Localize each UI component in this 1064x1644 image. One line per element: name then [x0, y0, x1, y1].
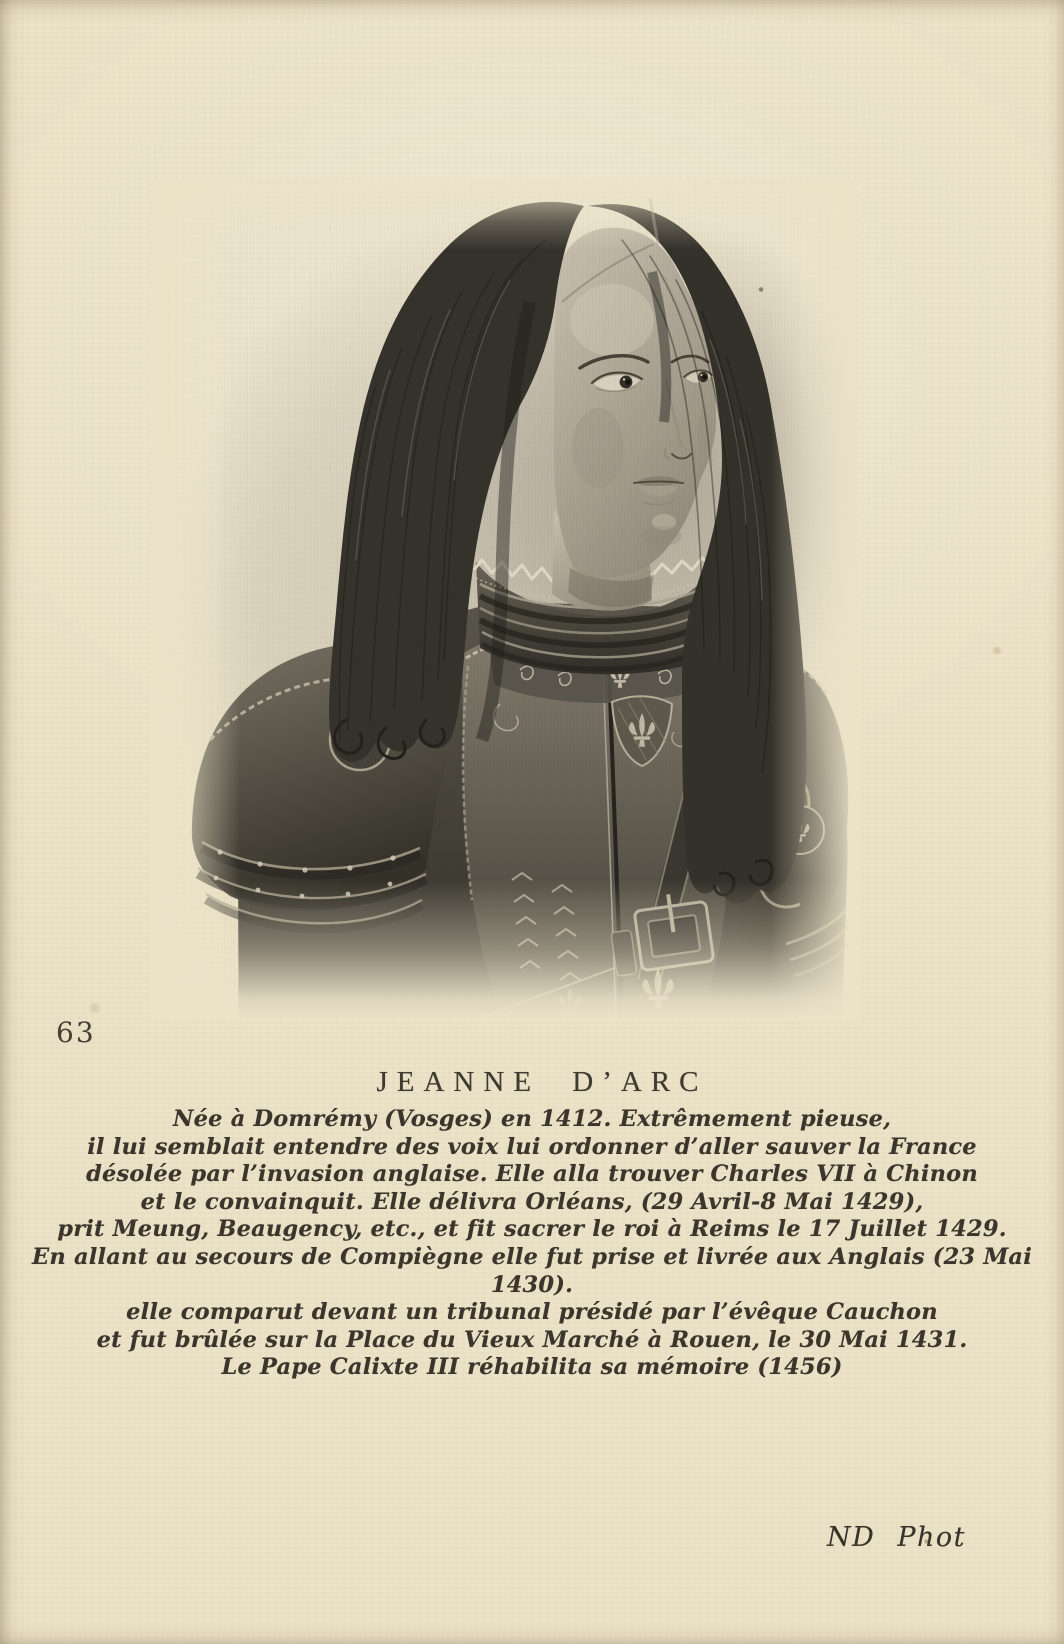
paper-speck — [88, 1002, 102, 1014]
portrait-engraving — [150, 180, 860, 1020]
caption-line: prit Meung, Beaugency, etc., et fit sacrer le roi à Reims le 17 Juillet 1429. — [57, 1216, 1007, 1243]
card-title: JEANNE D’ARC — [376, 1066, 708, 1098]
caption-line: En allant au secours de Compiègne elle fut prise et livrée aux Anglais (23 Mai 1430). — [32, 1243, 1032, 1298]
caption-line: Le Pape Calixte III réhabilita sa mémoire (1456) — [221, 1354, 843, 1381]
caption-line: Née à Domrémy (Vosges) en 1412. Extrêmement pieuse, — [172, 1106, 892, 1132]
caption-line: et le convainquit. Elle délivra Orléans, (29 Avril-8 Mai 1429), — [140, 1188, 924, 1215]
card-number: 63 — [56, 1016, 96, 1049]
caption-line: il lui semblait entendre des voix lui ordonner d’aller sauver la France — [87, 1133, 977, 1160]
caption-line: elle comparut devant un tribunal présidé par l’évêque Cauchon — [126, 1299, 938, 1326]
caption-line: désolée par l’invasion anglaise. Elle alla trouver Charles VII à Chinon — [86, 1161, 978, 1188]
biography-caption — [28, 1106, 1036, 1382]
paper-speck — [992, 646, 1002, 655]
photographer-credit: ND Phot — [826, 1522, 966, 1553]
caption-line: et fut brûlée sur la Place du Vieux Marché à Rouen, le 30 Mai 1431. — [96, 1326, 968, 1353]
